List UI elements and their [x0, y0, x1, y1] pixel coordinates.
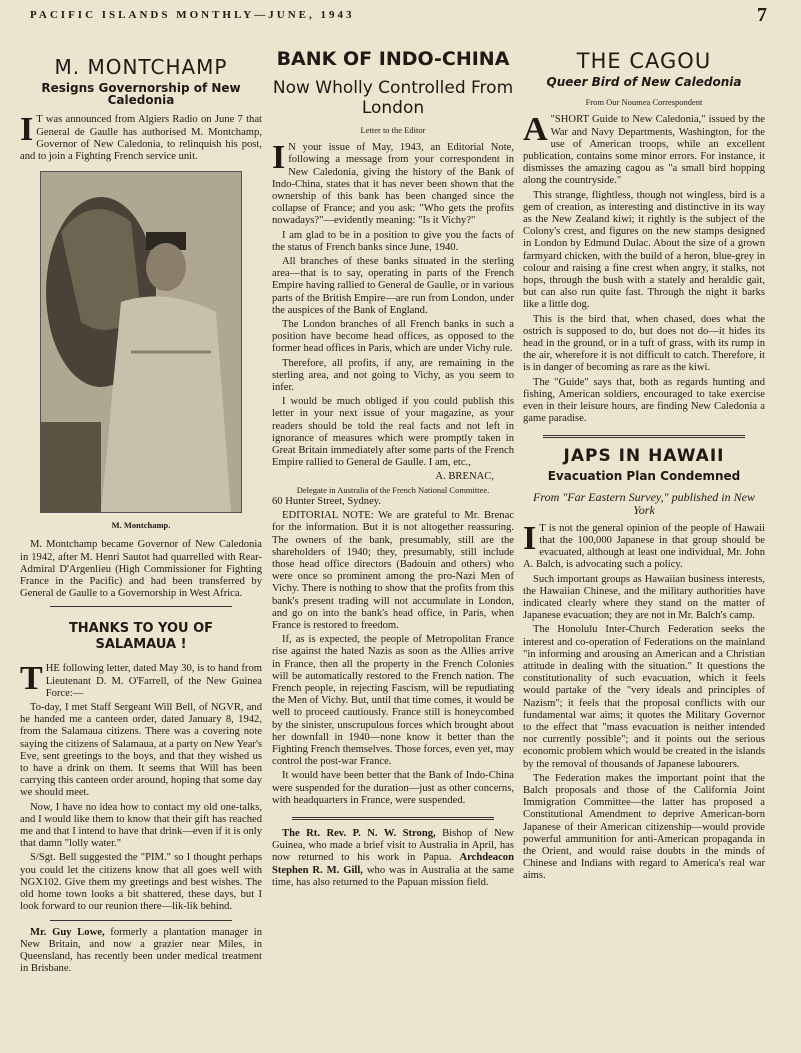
- paragraph: THE following letter, dated May 30, is to hand from Lieutenant D. M. O'Farrell, of the New Guinea Force:—: [20, 660, 262, 699]
- paragraph: I N your issue of May, 1943, an Editorial Note, following a message from your correspondent in New Caledonia, giving the history of the Bank of Indo-China, states that it has never been shown that the ownership of this bank has been changed since the collapse of France; and you ask: "Who gets the profits nowadays?"—evidently meaning: "Is it Vichy?": [272, 139, 514, 227]
- paragraph: I would be much obliged if you could publish this letter in your next issue of your magazine, as your readers should be told the real facts and not left in ignorance of measures which were promptly taken in Great Britain immediately after some parts of the French Empire rallied to General de Gaulle. I am, etc.,: [272, 396, 514, 469]
- paragraph: If, as is expected, the people of Metropolitan France rise against the hated Nazis as soon as the Allies arrive in France, then all the property in the French Colonies will be automatically restored to the French nation. The French people, in rejecting Fascism, will be repudiating the Men of Vichy. But, until that time comes, it would be well to proceed cautiously. France still is honeycombed by the sinister, unscrupulous forces which brought about her downfall in 1940—none know it better than the Fighting French themselves. Those forces, even yet, may control the post-war France.: [272, 634, 514, 768]
- page-number: 7: [757, 4, 767, 26]
- divider: [543, 435, 745, 438]
- paragraph: It would have been better that the Bank of Indo-China were suspended for the duration—just as other concerns, with headquarters in France, were suspended.: [272, 770, 514, 806]
- paragraph: To-day, I met Staff Sergeant Will Bell, of NGVR, and he handed me a canteen order, dated January 8, 1942, from the Salamaua citizens. There was a covering note saying the citizens of Salamaua, at a party on New Year's Eve, sent greetings to the boys, and that they wished us to have a drink on them. It seems that Will has been carrying this canteen order around, hoping that some day we should meet.: [20, 702, 262, 799]
- divider: [50, 606, 232, 607]
- paragraph: A "SHORT Guide to New Caledonia," issued by the War and Navy Departments, Washington, for the use of American troops, while an excellent publication, contains some minor errors. For instance, it dismisses the amazing cagou as "a small bird hopping along the countryside.": [523, 111, 765, 187]
- paragraph: I T is not the general opinion of the people of Hawaii that the 100,000 Japanese in that group should be evacuated, although at least one individual, Mr. John A. Balch, is advocating such a policy.: [523, 519, 765, 571]
- photo-caption: M. Montchamp.: [111, 520, 171, 531]
- paragraph: EDITORIAL NOTE: We are grateful to Mr. Brenac for the information. But it is not altogether reassuring. The owners of the bank, presumably, still are the shareholders of 1940; they, presumably, still include those head office directors (Badouin and others) who were once so prominent among the pro-Nazi Men of Vichy. There is nothing to show that the profits from this bank's present trading will not accumulate in London, and go on into the bank's head office, in Paris, when France is restored to freedom.: [272, 510, 514, 631]
- column-2: [272, 30, 514, 891]
- paragraph: The Honolulu Inter-Church Federation seeks the interest and co-operation of Federations on the mainland "in informing and arousing an American and a Christian attitude in dealing with the situation." It questions the constitutionality of such evacuation, which it feels would partake of the "very ideals and principles of Nazism"; it feels that the proposal conflicts with our fundamental war aims; it quotes the Military Governor to the effect that "mass evacuation is neither intended nor currently possible"; and it points out the serious economic problem which would be created in the islands by the removal of thousands of Japanese labourers.: [523, 624, 765, 770]
- column-1: [20, 30, 262, 977]
- paragraph: Now, I have no idea how to contact my old one-talks, and I would like them to know that their gift has reached me and that I intend to have that drink—even if it is only that damn "lolly water.": [20, 801, 262, 850]
- source-line: From "Far Eastern Survey," published in New York: [533, 489, 755, 517]
- paragraph: This strange, flightless, though not wingless, bird is a gem of creation, as interesting and distinctive in its way as the New Zealand kiwi; it rightly is the subject of the Colony's crest, and figures on the new stamps designed in London by Edmund Dulac. About the size of a grown farmyard chicken, with the build of a heron, blue-grey in colour and raising a fine crest when angry, it stalks, not hops, through the bush with a stately and heraldic gait, but can also run quite fast. Through the night it barks like a little dog.: [523, 189, 765, 311]
- signature-title: Delegate in Australia of the French National Committee.: [296, 484, 490, 495]
- article-subtitle-montchamp: Resigns Governorship of New Caledonia: [41, 81, 241, 108]
- address: 60 Hunter Street, Sydney.: [272, 495, 382, 507]
- paragraph: This is the bird that, when chased, does what the ostrich is supposed to do, but does not do—it hides its head in the ground, or in a tuft of grass, with its rump in the air, wherefore it is not difficult to catch. Therefore, it is in danger of becoming as rare as the kiwi.: [523, 313, 765, 374]
- paragraph: The Rt. Rev. P. N. W. Strong, Bishop of New Guinea, who made a brief visit to Australia in April, has now returned to his work in Papua. Archdeacon Stephen R. M. Gill, who was in Australia at the same time, has also returned to the Papuan mission field.: [272, 827, 514, 888]
- kicker: Letter to the Editor: [360, 125, 426, 135]
- paragraph: The "Guide" says that, both as regards hunting and fishing, American soldiers, encouraged to take exercise even in their leisure hours, are finding New Caledonia a game paradise.: [523, 376, 765, 425]
- paragraph: The London branches of all French banks in such a position have become head offices, as opposed to the former head offices in Paris, which are under Vichy rule.: [272, 319, 514, 355]
- paragraph: The Federation makes the important point that the Balch proposals and those of the California Joint Immigration Committee—the latter has proposed a Constitutional Amendment to deprive American-born Japanese of their American citizenship—would provide powerful ammunition for anti-American propaganda in the Orient, and would raise doubts in the minds of Chinese and Indians with regard to America's real war aims.: [523, 772, 765, 882]
- article-title-montchamp: M. MONTCHAMP: [54, 55, 228, 79]
- kicker: From Our Noumea Correspondent: [585, 97, 703, 108]
- article-title-hawaii: JAPS IN HAWAII: [563, 446, 725, 467]
- paragraph: Such important groups as Hawaiian business interests, the Hawaiian Chinese, and the military authorities have indicated clearly where they stand on the matter of Japanese evacuation; they are not in Mr. Balch's camp.: [523, 573, 765, 622]
- paragraph: Therefore, all profits, if any, are remaining in the sterling area, and not going to Vichy, as you seem to infer.: [272, 357, 514, 394]
- paragraph: S/Sgt. Bell suggested the "PIM." so I thought perhaps you could let the citizens know that all goes well with NGX102. Give them my greetings and best wishes. The old home town looks a bit shattered, these days, but I look forward to our reunion there—lik-lik behind.: [20, 852, 262, 913]
- signature-name: A. BRENAC,: [435, 471, 494, 483]
- portrait-illustration: [41, 172, 241, 512]
- column-3: [523, 30, 765, 885]
- article-title-salamaua: THANKS TO YOU OF SALAMAUA !: [68, 621, 214, 653]
- paragraph: Mr. Guy Lowe, formerly a plantation manager in New Britain, and now a grazier near Miles, in Queensland, has recently been under medical treatment in Brisbane.: [20, 926, 262, 975]
- divider: [50, 920, 232, 921]
- paragraph: All branches of these banks situated in the sterling area—that is to say, operating in parts of the French Empire having rallied to General de Gaulle, or in various parts of the British Empire—are run from London, under the auspices of the Bank of England.: [272, 256, 514, 316]
- paragraph: I T was announced from Algiers Radio on June 7 that General de Gaulle has authorised M. Montchamp, Governor of New Caledonia, to relinquish his post, and to join a Fighting French service unit.: [20, 111, 262, 163]
- paragraph: I am glad to be in a position to give you the facts of the status of French banks since June, 1940.: [272, 229, 514, 253]
- article-title-cagou: THE CAGOU: [576, 49, 712, 73]
- paragraph: M. Montchamp became Governor of New Caledonia in 1942, after M. Henri Sautot had quarrelled with Rear-Admiral D'Argenlieu (High Commissioner for Fighting France in the Pacific) and had been transferred by General de Gaulle to a Governorship in West Africa.: [20, 539, 262, 600]
- article-subtitle-cagou: Queer Bird of New Caledonia: [546, 75, 742, 89]
- divider: [292, 817, 494, 820]
- article-subtitle-hawaii: Evacuation Plan Condemned: [547, 469, 741, 484]
- article-title-bank: BANK OF INDO-CHINA: [276, 48, 510, 70]
- portrait-photo: [40, 171, 242, 513]
- article-subtitle-bank: Now Wholly Controlled From London: [272, 78, 514, 118]
- running-head: PACIFIC ISLANDS MONTHLY—JUNE, 1943: [30, 9, 355, 21]
